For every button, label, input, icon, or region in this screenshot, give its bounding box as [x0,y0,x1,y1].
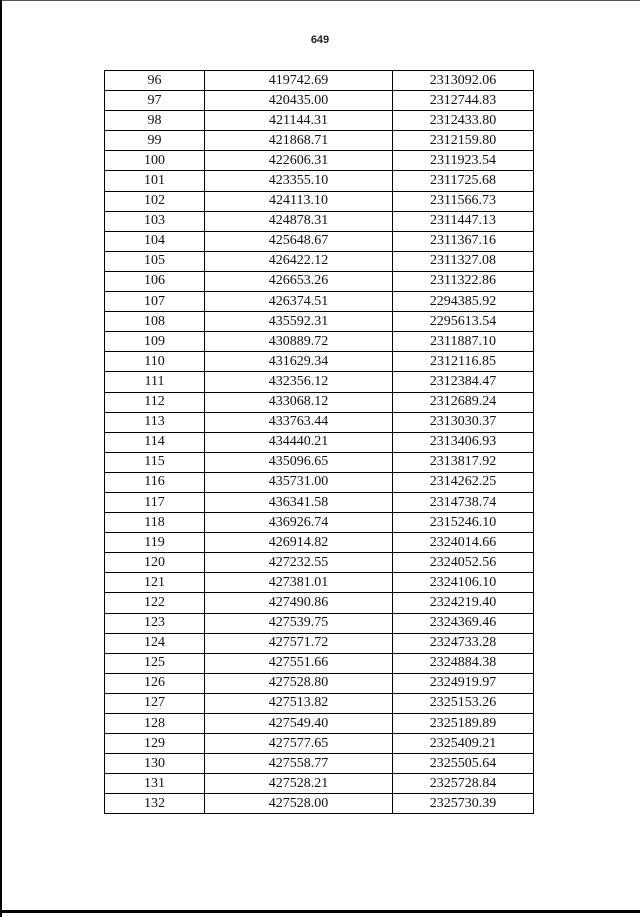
table-row [105,774,534,794]
point-number-cell: 101 [105,171,205,191]
northing-cell: 2325153.26 [393,693,534,713]
table-row [105,513,534,533]
table-row [105,794,534,814]
table-row [105,231,534,251]
table-row [105,312,534,332]
northing-cell: 2312116.85 [393,352,534,372]
northing-cell: 2313030.37 [393,412,534,432]
page-number: 649 [310,34,330,46]
point-number-cell: 132 [105,794,205,814]
easting-cell: 426653.26 [205,271,393,291]
point-number-cell: 108 [105,312,205,332]
easting-cell: 420435.00 [205,91,393,111]
northing-cell: 2313406.93 [393,432,534,452]
easting-cell: 432356.12 [205,372,393,392]
point-number-cell: 98 [105,111,205,131]
point-number-cell: 111 [105,372,205,392]
point-number-cell: 127 [105,693,205,713]
northing-cell: 2313092.06 [393,71,534,91]
table-row [105,573,534,593]
northing-cell: 2314738.74 [393,492,534,512]
northing-cell: 2311887.10 [393,332,534,352]
table-row [105,693,534,713]
point-number-cell: 112 [105,392,205,412]
table-row [105,191,534,211]
easting-cell: 421868.71 [205,131,393,151]
point-number-cell: 97 [105,91,205,111]
table-row [105,714,534,734]
easting-cell: 431629.34 [205,352,393,372]
northing-cell: 2311327.08 [393,251,534,271]
northing-cell: 2311447.13 [393,211,534,231]
table-row [105,734,534,754]
table-row [105,472,534,492]
easting-cell: 426422.12 [205,251,393,271]
table-row [105,251,534,271]
easting-cell: 427539.75 [205,613,393,633]
point-number-cell: 130 [105,754,205,774]
northing-cell: 2312689.24 [393,392,534,412]
northing-cell: 2311725.68 [393,171,534,191]
point-number-cell: 113 [105,412,205,432]
northing-cell: 2324052.56 [393,553,534,573]
point-number-cell: 131 [105,774,205,794]
northing-cell: 2311367.16 [393,231,534,251]
easting-cell: 427513.82 [205,693,393,713]
easting-cell: 427381.01 [205,573,393,593]
northing-cell: 2324369.46 [393,613,534,633]
table-row [105,352,534,372]
point-number-cell: 110 [105,352,205,372]
point-number-cell: 128 [105,714,205,734]
easting-cell: 424878.31 [205,211,393,231]
table-row [105,211,534,231]
table-row [105,533,534,553]
table-row [105,432,534,452]
table-row [105,131,534,151]
easting-cell: 435096.65 [205,452,393,472]
easting-cell: 427528.21 [205,774,393,794]
northing-cell: 2325728.84 [393,774,534,794]
point-number-cell: 103 [105,211,205,231]
point-number-cell: 99 [105,131,205,151]
northing-cell: 2315246.10 [393,513,534,533]
coordinates-table-body [105,71,534,814]
northing-cell: 2325505.64 [393,754,534,774]
northing-cell: 2311566.73 [393,191,534,211]
point-number-cell: 129 [105,734,205,754]
easting-cell: 425648.67 [205,231,393,251]
easting-cell: 419742.69 [205,71,393,91]
point-number-cell: 118 [105,513,205,533]
northing-cell: 2325189.89 [393,714,534,734]
table-row [105,332,534,352]
northing-cell: 2324219.40 [393,593,534,613]
easting-cell: 434440.21 [205,432,393,452]
easting-cell: 436926.74 [205,513,393,533]
easting-cell: 421144.31 [205,111,393,131]
northing-cell: 2324106.10 [393,573,534,593]
northing-cell: 2325409.21 [393,734,534,754]
point-number-cell: 116 [105,472,205,492]
table-row [105,71,534,91]
point-number-cell: 109 [105,332,205,352]
table-row [105,754,534,774]
easting-cell: 436341.58 [205,492,393,512]
northing-cell: 2312384.47 [393,372,534,392]
easting-cell: 426374.51 [205,292,393,312]
table-row [105,492,534,512]
point-number-cell: 114 [105,432,205,452]
table-row [105,171,534,191]
northing-cell: 2312744.83 [393,91,534,111]
table-row [105,633,534,653]
table-row [105,372,534,392]
table-row [105,111,534,131]
northing-cell: 2295613.54 [393,312,534,332]
easting-cell: 423355.10 [205,171,393,191]
easting-cell: 435731.00 [205,472,393,492]
table-row [105,653,534,673]
point-number-cell: 107 [105,292,205,312]
northing-cell: 2324884.38 [393,653,534,673]
northing-cell: 2294385.92 [393,292,534,312]
northing-cell: 2324014.66 [393,533,534,553]
scan-top-edge [0,0,640,1]
table-row [105,553,534,573]
point-number-cell: 115 [105,452,205,472]
point-number-cell: 100 [105,151,205,171]
easting-cell: 426914.82 [205,533,393,553]
easting-cell: 427528.80 [205,673,393,693]
easting-cell: 427577.65 [205,734,393,754]
point-number-cell: 122 [105,593,205,613]
table-row [105,271,534,291]
table-row [105,452,534,472]
northing-cell: 2311923.54 [393,151,534,171]
point-number-cell: 126 [105,673,205,693]
northing-cell: 2324919.97 [393,673,534,693]
northing-cell: 2325730.39 [393,794,534,814]
coordinates-table [104,70,534,814]
northing-cell: 2313817.92 [393,452,534,472]
easting-cell: 427232.55 [205,553,393,573]
easting-cell: 433763.44 [205,412,393,432]
table-row [105,673,534,693]
northing-cell: 2311322.86 [393,271,534,291]
easting-cell: 427571.72 [205,633,393,653]
point-number-cell: 104 [105,231,205,251]
table-row [105,292,534,312]
scan-left-edge [0,0,2,917]
table-row [105,593,534,613]
easting-cell: 427490.86 [205,593,393,613]
point-number-cell: 96 [105,71,205,91]
point-number-cell: 102 [105,191,205,211]
easting-cell: 427528.00 [205,794,393,814]
easting-cell: 430889.72 [205,332,393,352]
easting-cell: 427551.66 [205,653,393,673]
scan-bottom-edge [0,910,640,913]
table-row [105,151,534,171]
easting-cell: 427549.40 [205,714,393,734]
easting-cell: 422606.31 [205,151,393,171]
northing-cell: 2314262.25 [393,472,534,492]
point-number-cell: 105 [105,251,205,271]
table-row [105,392,534,412]
point-number-cell: 119 [105,533,205,553]
table-row [105,91,534,111]
easting-cell: 424113.10 [205,191,393,211]
point-number-cell: 124 [105,633,205,653]
table-row [105,412,534,432]
point-number-cell: 117 [105,492,205,512]
northing-cell: 2324733.28 [393,633,534,653]
easting-cell: 427558.77 [205,754,393,774]
point-number-cell: 120 [105,553,205,573]
northing-cell: 2312433.80 [393,111,534,131]
table-row [105,613,534,633]
point-number-cell: 121 [105,573,205,593]
easting-cell: 433068.12 [205,392,393,412]
easting-cell: 435592.31 [205,312,393,332]
point-number-cell: 125 [105,653,205,673]
point-number-cell: 106 [105,271,205,291]
northing-cell: 2312159.80 [393,131,534,151]
point-number-cell: 123 [105,613,205,633]
